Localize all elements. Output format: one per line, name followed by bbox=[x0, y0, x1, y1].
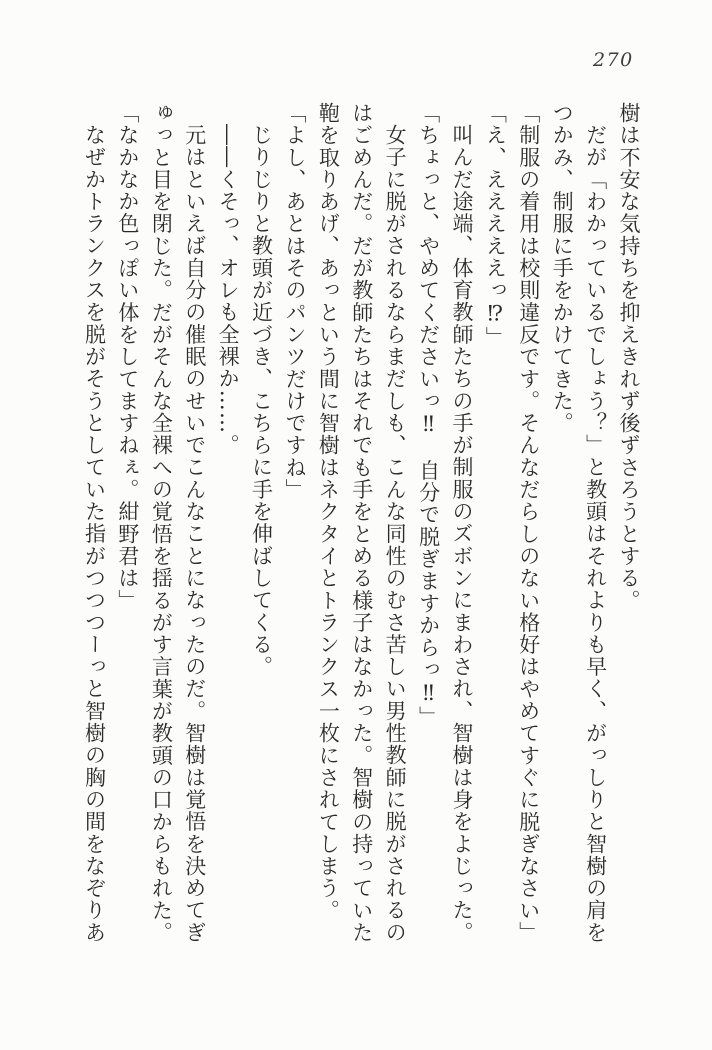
text-column: 「制服の着用は校則違反です。そんなだらしのない格好はやめてすぐに脱ぎなさい」 bbox=[516, 102, 541, 944]
text-column: だが「わかっているでしょう？」と教頭はそれよりも早く、がっしりと智樹の肩を bbox=[583, 124, 608, 944]
text-column: なぜかトランクスを脱がそうとしていた指がつつつーっと智樹の胸の間をなぞりあ bbox=[82, 124, 107, 944]
page-number: 270 bbox=[593, 49, 634, 71]
text-column: 鞄を取りあげ、あっという間に智樹はネクタイとトランクス一枚にされてしまう。 bbox=[316, 102, 341, 922]
text-column: 樹は不安な気持ちを抑えきれず後ずさろうとする。 bbox=[617, 102, 641, 612]
text-column: じりじりと教頭が近づき、こちらに手を伸ばしてくる。 bbox=[249, 124, 274, 678]
text-column: 女子に脱がされるならまだしも、こんな同性のむさ苦しい男性教師に脱がされるの bbox=[383, 124, 408, 944]
text-column: 元はといえば自分の催眠のせいでこんなことになったのだ。智樹は覚悟を決めてぎ bbox=[182, 124, 207, 944]
text-column: はごめんだ。だが教師たちはそれでも手をとめる様子はなかった。智樹の持っていた bbox=[349, 102, 374, 944]
text-column: 「よし、あとはそのパンツだけですね」 bbox=[282, 102, 307, 501]
text-column: ――くそっ、オレも全裸か……。 bbox=[216, 124, 241, 457]
text-column: 「え、えええええっ⁉」 bbox=[483, 102, 508, 349]
text-column: 「ちょっと、やめてくださいっ‼ 自分で脱ぎますからっ‼」 bbox=[416, 102, 441, 729]
text-column: 「なかなか色っぽい体をしてますねぇ。紺野君は」 bbox=[115, 102, 140, 612]
text-column: つかみ、制服に手をかけてきた。 bbox=[550, 102, 575, 435]
text-column: ゅっと目を閉じた。だがそんな全裸への覚悟を揺るがす言葉が教頭の口からもれた。 bbox=[149, 102, 174, 944]
body-text bbox=[77, 102, 645, 954]
text-column: 叫んだ途端、体育教師たちの手が制服のズボンにまわされ、智樹は身をよじった。 bbox=[449, 124, 474, 944]
